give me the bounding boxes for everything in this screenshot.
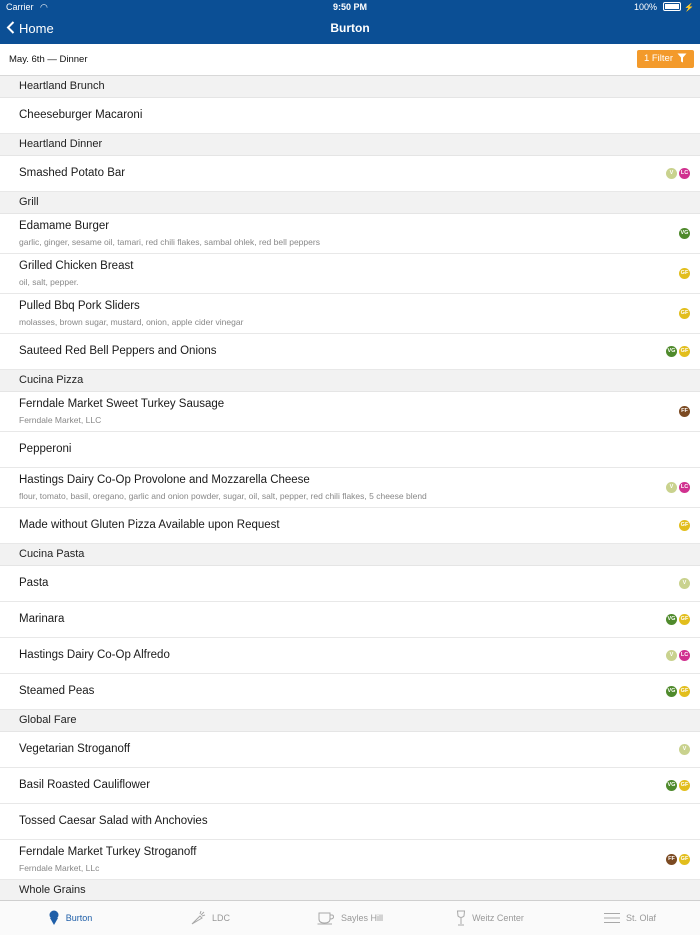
menu-item-name: Cheeseburger Macaroni	[19, 109, 143, 121]
menu-item-description: Ferndale Market, LLC	[19, 415, 102, 425]
tab-sayles-hill[interactable]	[280, 901, 420, 935]
section-header: Cucina Pizza	[0, 370, 700, 392]
dietary-badge-gf: GF	[679, 520, 690, 531]
navigation-bar	[0, 14, 700, 44]
wifi-icon: ◠	[40, 2, 48, 12]
section-header: Grill	[0, 192, 700, 214]
menu-item[interactable]	[0, 334, 700, 370]
menu-item[interactable]	[0, 214, 700, 254]
filter-button[interactable]	[637, 50, 694, 68]
tab-bar	[0, 900, 700, 935]
menu-item[interactable]	[0, 254, 700, 294]
dietary-badges	[666, 854, 690, 865]
carrier-text: Carrier	[6, 2, 34, 12]
menu-item-description: garlic, ginger, sesame oil, tamari, red chili flakes, sambal ohlek, red bell peppers	[19, 237, 320, 247]
dietary-badges	[666, 482, 690, 493]
page-title: Burton	[330, 21, 370, 35]
menu-list[interactable]	[0, 76, 700, 900]
menu-item-name: Marinara	[19, 613, 65, 625]
menu-item-description: flour, tomato, basil, oregano, garlic and onion powder, sugar, oil, salt, pepper, red chili flakes, 5 cheese blend	[19, 491, 427, 501]
dietary-badge-gf: GF	[679, 686, 690, 697]
dietary-badge-gf: GF	[679, 268, 690, 279]
status-time: 9:50 PM	[332, 2, 367, 12]
menu-item[interactable]	[0, 98, 700, 134]
menu-item-name: Basil Roasted Cauliflower	[19, 779, 151, 791]
dietary-badge-lc: LC	[679, 168, 690, 179]
dietary-badge-ff: FF	[666, 854, 677, 865]
menu-item[interactable]	[0, 566, 700, 602]
menu-item[interactable]	[0, 294, 700, 334]
menu-item[interactable]	[0, 156, 700, 192]
menu-item[interactable]	[0, 638, 700, 674]
tab-label: Sayles Hill	[340, 913, 383, 923]
dietary-badge-gf: GF	[679, 346, 690, 357]
menu-item-name: Hastings Dairy Co-Op Alfredo	[19, 649, 170, 661]
tab-weitz-center[interactable]	[420, 901, 560, 935]
tab-label: Weitz Center	[472, 913, 524, 923]
menu-item-name: Sauteed Red Bell Peppers and Onions	[19, 345, 217, 357]
dietary-badges	[679, 744, 690, 755]
dietary-badge-gf: GF	[679, 854, 690, 865]
menu-item[interactable]	[0, 804, 700, 840]
dietary-badge-gf: GF	[679, 614, 690, 625]
tab-ldc[interactable]	[140, 901, 280, 935]
menu-item[interactable]	[0, 768, 700, 804]
dietary-badges	[666, 168, 690, 179]
filter-bar	[0, 44, 700, 76]
back-label: Home	[19, 21, 54, 36]
tab-label: St. Olaf	[625, 913, 656, 923]
dietary-badges	[666, 686, 690, 697]
battery-percent: 100%	[633, 2, 657, 12]
dietary-badges	[679, 578, 690, 589]
dietary-badges	[666, 346, 690, 357]
dietary-badges	[679, 520, 690, 531]
funnel-icon	[677, 53, 687, 63]
menu-item-name: Pepperoni	[19, 443, 72, 455]
menu-item-name: Pulled Bbq Pork Sliders	[19, 300, 140, 312]
menu-item-name: Tossed Caesar Salad with Anchovies	[19, 815, 208, 827]
dietary-badges	[666, 650, 690, 661]
menu-item-name: Ferndale Market Sweet Turkey Sausage	[19, 398, 225, 410]
dietary-badges	[679, 228, 690, 239]
dietary-badge-vg: VG	[679, 228, 690, 239]
menu-item[interactable]	[0, 392, 700, 432]
tab-burton[interactable]	[0, 901, 140, 935]
section-header: Cucina Pasta	[0, 544, 700, 566]
dietary-badges	[679, 308, 690, 319]
section-header: Global Fare	[0, 710, 700, 732]
dietary-badges	[679, 268, 690, 279]
dietary-badge-gf: GF	[679, 308, 690, 319]
dietary-badge-vg: VG	[666, 686, 677, 697]
menu-item-name: Edamame Burger	[19, 220, 110, 232]
dietary-badge-lc: LC	[679, 650, 690, 661]
date-meal-selector[interactable]: May. 6th — Dinner	[9, 54, 88, 65]
menu-item-name: Grilled Chicken Breast	[19, 260, 134, 272]
menu-item-name: Pasta	[19, 577, 49, 589]
dietary-badge-v: V	[666, 482, 677, 493]
menu-item-name: Steamed Peas	[19, 685, 95, 697]
menu-item[interactable]	[0, 674, 700, 710]
section-header: Heartland Dinner	[0, 134, 700, 156]
tab-label: Burton	[65, 913, 93, 923]
dietary-badge-v: V	[666, 650, 677, 661]
menu-item[interactable]	[0, 732, 700, 768]
battery-icon	[663, 2, 681, 11]
filter-label: 1 Filter	[643, 53, 673, 64]
charging-icon: ⚡	[684, 3, 694, 12]
dietary-badge-v: V	[679, 744, 690, 755]
dietary-badge-gf: GF	[679, 780, 690, 791]
dietary-badge-v: V	[666, 168, 677, 179]
tab-st-olaf[interactable]	[560, 901, 700, 935]
list-icon	[604, 912, 620, 924]
tab-label: LDC	[211, 913, 230, 923]
section-header: Heartland Brunch	[0, 76, 700, 98]
dietary-badge-v: V	[679, 578, 690, 589]
menu-item[interactable]	[0, 468, 700, 508]
menu-item[interactable]	[0, 508, 700, 544]
wine-glass-icon	[456, 910, 466, 926]
menu-item-description: molasses, brown sugar, mustard, onion, apple cider vinegar	[19, 317, 244, 327]
menu-item[interactable]	[0, 602, 700, 638]
menu-item-description: oil, salt, pepper.	[19, 277, 79, 287]
menu-item-description: Ferndale Market, LLc	[19, 863, 100, 873]
dietary-badge-vg: VG	[666, 780, 677, 791]
dietary-badges	[666, 614, 690, 625]
coffee-cup-icon	[317, 911, 335, 925]
dietary-badge-vg: VG	[666, 614, 677, 625]
menu-item-name: Made without Gluten Pizza Available upon Request	[19, 519, 280, 531]
battery-indicator	[634, 2, 694, 12]
menu-item[interactable]	[0, 840, 700, 880]
ice-cream-icon	[48, 910, 60, 926]
menu-item-name: Hastings Dairy Co-Op Provolone and Mozzarella Cheese	[19, 474, 310, 486]
carrot-icon	[190, 910, 206, 926]
dietary-badge-lc: LC	[679, 482, 690, 493]
status-bar	[0, 0, 700, 14]
menu-item-name: Ferndale Market Turkey Stroganoff	[19, 846, 197, 858]
dietary-badges	[679, 406, 690, 417]
menu-item-name: Smashed Potato Bar	[19, 167, 126, 179]
dietary-badge-ff: FF	[679, 406, 690, 417]
dietary-badge-vg: VG	[666, 346, 677, 357]
section-header: Whole Grains	[0, 880, 700, 900]
menu-item-name: Vegetarian Stroganoff	[19, 743, 131, 755]
menu-item[interactable]	[0, 432, 700, 468]
dietary-badges	[666, 780, 690, 791]
